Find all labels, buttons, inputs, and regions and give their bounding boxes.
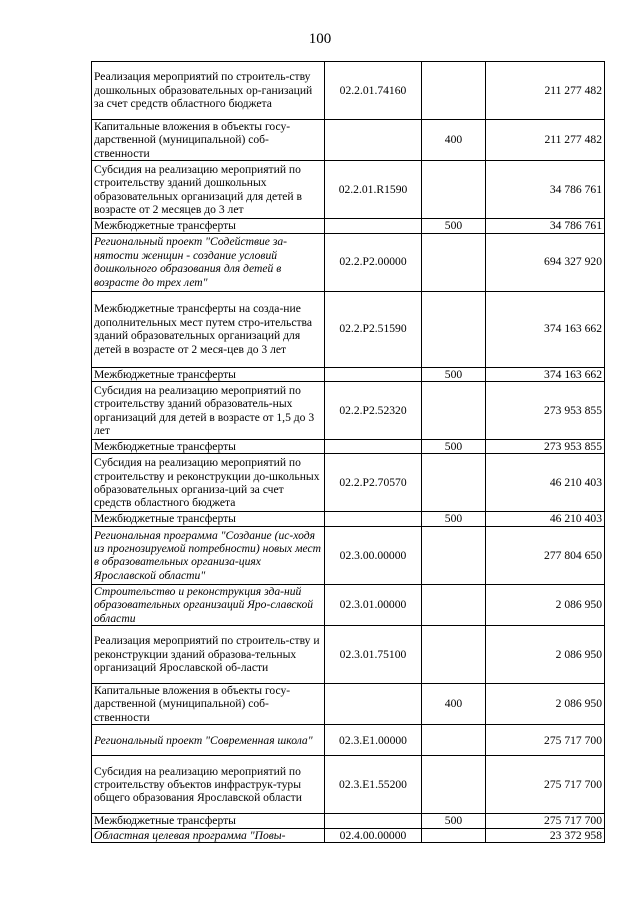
sum-cell: 273 953 855 [486,440,605,454]
sum-cell: 273 953 855 [486,382,605,440]
table-row [92,828,605,842]
expense-type-cell [422,828,486,842]
sum-cell: 34 786 761 [486,161,605,219]
table-row [92,684,605,725]
table-row [92,382,605,440]
name-cell: Межбюджетные трансферты [92,512,325,526]
name-cell: Региональная программа "Создание (ис-ходя из прогнозируемой потребности) новых мест в образовательных организа-циях Ярославской области" [92,526,325,584]
expense-type-cell: 500 [422,512,486,526]
sum-cell: 277 804 650 [486,526,605,584]
sum-cell: 275 717 700 [486,756,605,814]
table-row [92,161,605,219]
code-cell [325,367,422,381]
sum-cell: 694 327 920 [486,233,605,291]
sum-cell: 2 086 950 [486,684,605,725]
budget-table-body [92,62,605,843]
name-cell: Субсидия на реализацию мероприятий по строительству и реконструкции до-школьных образовательных организа-ций за счет средств областного бюджета [92,454,325,512]
code-cell: 02.3.E1.00000 [325,725,422,756]
sum-cell: 275 717 700 [486,725,605,756]
page-number: 100 [308,31,332,47]
name-cell: Субсидия на реализацию мероприятий по строительству зданий дошкольных образовательных организаций для детей в возрасте от 2 месяцев до 3 лет [92,161,325,219]
code-cell [325,219,422,233]
sum-cell: 34 786 761 [486,219,605,233]
sum-cell: 2 086 950 [486,584,605,625]
code-cell [325,120,422,161]
expense-type-cell [422,62,486,120]
table-row [92,291,605,367]
sum-cell: 211 277 482 [486,62,605,120]
code-cell [325,814,422,828]
table-row [92,367,605,381]
expense-type-cell [422,725,486,756]
sum-cell: 374 163 662 [486,291,605,367]
name-cell: Реализация мероприятий по строитель-ству дошкольных образовательных ор-ганизаций за счет средств областного бюджета [92,62,325,120]
table-row [92,233,605,291]
code-cell [325,684,422,725]
name-cell: Межбюджетные трансферты [92,219,325,233]
table-row [92,454,605,512]
name-cell: Межбюджетные трансферты на созда-ние дополнительных мест путем стро-ительства зданий образовательных организаций для детей в возрасте от 2 меся-цев до 3 лет [92,291,325,367]
code-cell: 02.3.01.00000 [325,584,422,625]
code-cell: 02.2.01.74160 [325,62,422,120]
name-cell: Капитальные вложения в объекты госу-дарственной (муниципальной) соб-ственности [92,120,325,161]
table-row [92,626,605,684]
code-cell: 02.4.00.00000 [325,828,422,842]
expense-type-cell [422,291,486,367]
expense-type-cell [422,382,486,440]
budget-table [91,61,605,843]
table-row [92,512,605,526]
sum-cell: 46 210 403 [486,454,605,512]
code-cell [325,512,422,526]
code-cell [325,440,422,454]
name-cell: Региональный проект "Современная школа" [92,725,325,756]
name-cell: Областная целевая программа "Повы- [92,828,325,842]
name-cell: Межбюджетные трансферты [92,440,325,454]
sum-cell: 23 372 958 [486,828,605,842]
name-cell: Субсидия на реализацию мероприятий по строительству зданий образователь-ных организаций для детей в возрасте от 1,5 до 3 лет [92,382,325,440]
table-row [92,219,605,233]
expense-type-cell [422,526,486,584]
expense-type-cell: 500 [422,440,486,454]
sum-cell: 2 086 950 [486,626,605,684]
expense-type-cell [422,161,486,219]
code-cell: 02.2.01.R1590 [325,161,422,219]
table-row [92,756,605,814]
expense-type-cell: 500 [422,814,486,828]
name-cell: Межбюджетные трансферты [92,814,325,828]
table-row [92,440,605,454]
sum-cell: 275 717 700 [486,814,605,828]
expense-type-cell: 500 [422,219,486,233]
table-row [92,62,605,120]
name-cell: Субсидия на реализацию мероприятий по строительству объектов инфраструк-туры общего образования Ярославской области [92,756,325,814]
expense-type-cell [422,756,486,814]
expense-type-cell [422,454,486,512]
table-row [92,120,605,161]
sum-cell: 374 163 662 [486,367,605,381]
code-cell: 02.2.P2.52320 [325,382,422,440]
table-row [92,725,605,756]
name-cell: Капитальные вложения в объекты госу-дарственной (муниципальной) соб-ственности [92,684,325,725]
name-cell: Региональный проект "Содействие за-нятости женщин - создание условий дошкольного образования для детей в возрасте до трех лет" [92,233,325,291]
expense-type-cell: 400 [422,120,486,161]
table-row [92,584,605,625]
code-cell: 02.2.P2.51590 [325,291,422,367]
expense-type-cell: 400 [422,684,486,725]
expense-type-cell [422,584,486,625]
name-cell: Строительство и реконструкция зда-ний образовательных организаций Яро-славской области [92,584,325,625]
name-cell: Межбюджетные трансферты [92,367,325,381]
code-cell: 02.3.00.00000 [325,526,422,584]
sum-cell: 211 277 482 [486,120,605,161]
code-cell: 02.3.E1.55200 [325,756,422,814]
table-row [92,814,605,828]
expense-type-cell: 500 [422,367,486,381]
code-cell: 02.3.01.75100 [325,626,422,684]
expense-type-cell [422,233,486,291]
code-cell: 02.2.P2.00000 [325,233,422,291]
sum-cell: 46 210 403 [486,512,605,526]
table-row [92,526,605,584]
code-cell: 02.2.P2.70570 [325,454,422,512]
name-cell: Реализация мероприятий по строитель-ству и реконструкции зданий образова-тельных организаций Ярославской об-ласти [92,626,325,684]
expense-type-cell [422,626,486,684]
